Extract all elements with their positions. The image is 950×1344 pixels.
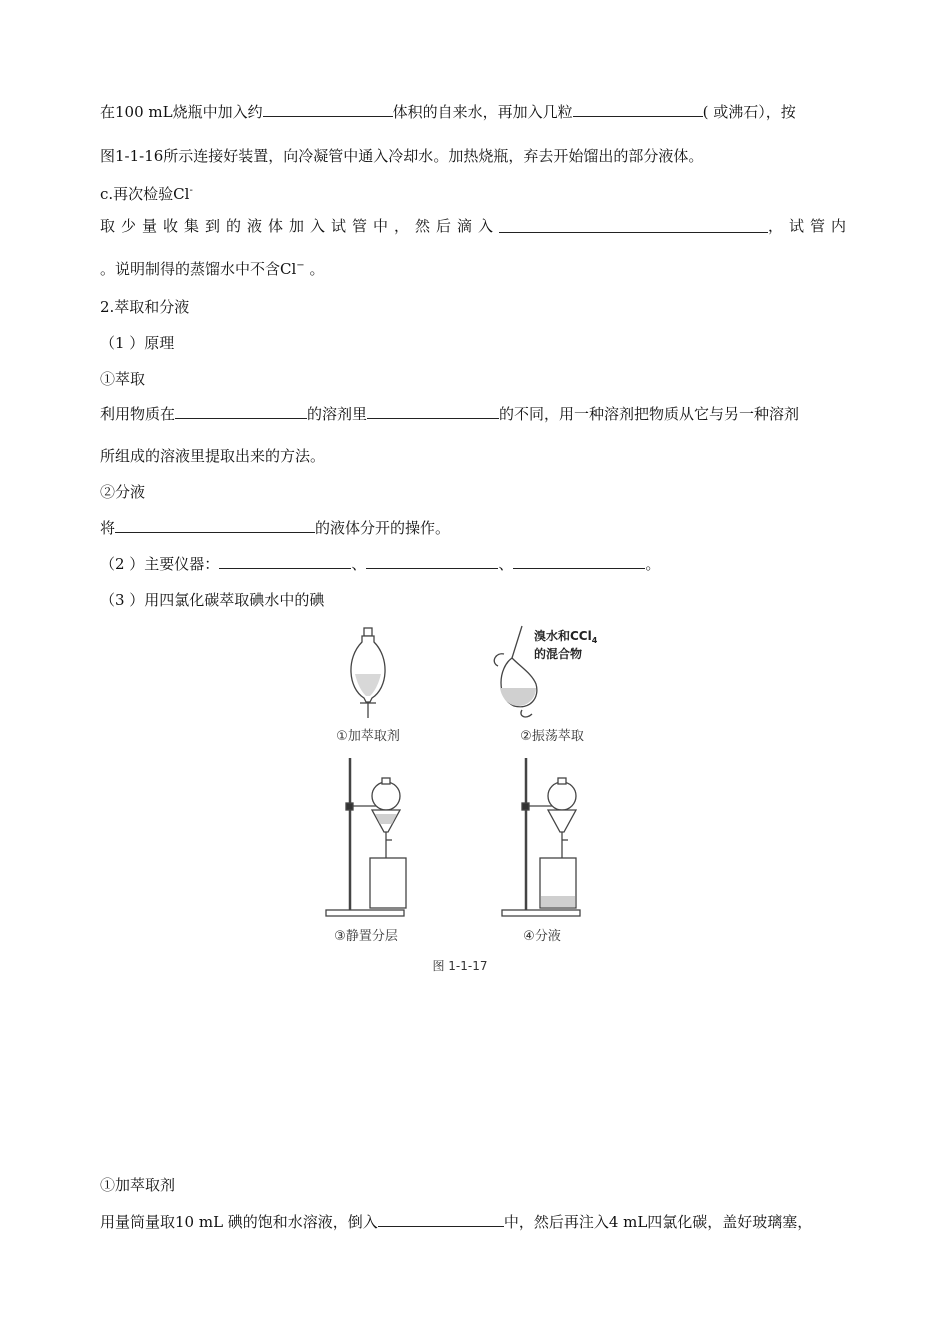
figure-note-line1: 溴水和CCl$_4$: [534, 629, 598, 645]
text: 的不同，用一种溶剂把物质从它与另一种溶剂: [499, 405, 800, 423]
item1-line1: [100, 404, 799, 424]
text: 用量筒量取10 mL 碘的饱和水溶液，倒入: [100, 1213, 378, 1231]
superscript: −: [296, 260, 305, 271]
text: ( 或沸石），按: [702, 103, 796, 121]
text: 的溶剂里: [307, 405, 368, 423]
text: 、: [351, 555, 367, 573]
text: 、: [498, 555, 514, 573]
text: 。: [304, 260, 325, 278]
para1-line1: [100, 102, 796, 122]
para2-line2: [100, 256, 324, 279]
item2-title: ②分液: [100, 483, 146, 501]
text: 将: [100, 519, 116, 537]
figure-caption: 图 1-1-17: [432, 959, 488, 973]
text: 的液体分开的操作。: [315, 519, 451, 537]
section-heading: 2.萃取和分液: [100, 298, 190, 316]
fill-blank[interactable]: [219, 554, 351, 569]
text: ，试管内: [767, 217, 852, 235]
figure-label-3: ③静置分层: [334, 929, 398, 944]
separatory-funnel-icon: [351, 628, 385, 718]
text: 。说明制得的蒸馏水中不含Cl: [100, 260, 297, 278]
fill-blank[interactable]: [366, 554, 498, 569]
figure-note-line2: 的混合物: [534, 647, 583, 661]
figure-label-4: ④分液: [523, 929, 561, 944]
figure-label-2: ②振荡萃取: [520, 729, 584, 744]
para2-line1: [100, 216, 852, 236]
fill-blank[interactable]: [573, 102, 703, 117]
text: 取少量收集到的液体加入试管中，然后滴入: [100, 217, 500, 235]
fill-blank[interactable]: [175, 404, 307, 419]
sub-heading-2: [100, 554, 660, 574]
fill-blank[interactable]: [513, 554, 645, 569]
item1-line2: 所组成的溶液里提取出来的方法。: [100, 447, 326, 465]
shaking-funnel-icon: [494, 626, 537, 717]
bottom-item-title: ①加萃取剂: [100, 1176, 176, 1194]
para1-line2: 图1-1-16所示连接好装置，向冷凝管中通入冷却水。加热烧瓶，弃去开始馏出的部分液体。: [100, 147, 704, 165]
item1-title: ①萃取: [100, 370, 146, 388]
item2-line: [100, 518, 450, 538]
extraction-figure: [300, 618, 620, 978]
text: c.再次检验Cl: [100, 185, 190, 203]
text: 。: [645, 555, 661, 573]
fill-blank[interactable]: [367, 404, 499, 419]
stand-separating-icon: [502, 758, 580, 916]
sub-heading-1: （1 ）原理: [100, 334, 175, 352]
figure-label-1: ①加萃取剂: [336, 729, 400, 744]
fill-blank[interactable]: [499, 218, 768, 233]
fill-blank[interactable]: [378, 1212, 504, 1227]
text: 中，然后再注入4 mL四氯化碳，盖好玻璃塞，: [503, 1213, 813, 1231]
superscript: -: [189, 185, 193, 196]
fill-blank[interactable]: [263, 102, 393, 117]
text: 在100 mL烧瓶中加入约: [100, 103, 263, 121]
sub-heading-3: （3 ）用四氯化碳萃取碘水中的碘: [100, 591, 325, 609]
text: （2 ）主要仪器：: [100, 555, 220, 573]
fill-blank[interactable]: [115, 518, 315, 533]
stand-settling-icon: [326, 758, 406, 916]
bottom-line: [100, 1212, 812, 1232]
text: 利用物质在: [100, 405, 176, 423]
text: 体积的自来水，再加入几粒: [392, 103, 573, 121]
step-c-heading: [100, 181, 193, 204]
